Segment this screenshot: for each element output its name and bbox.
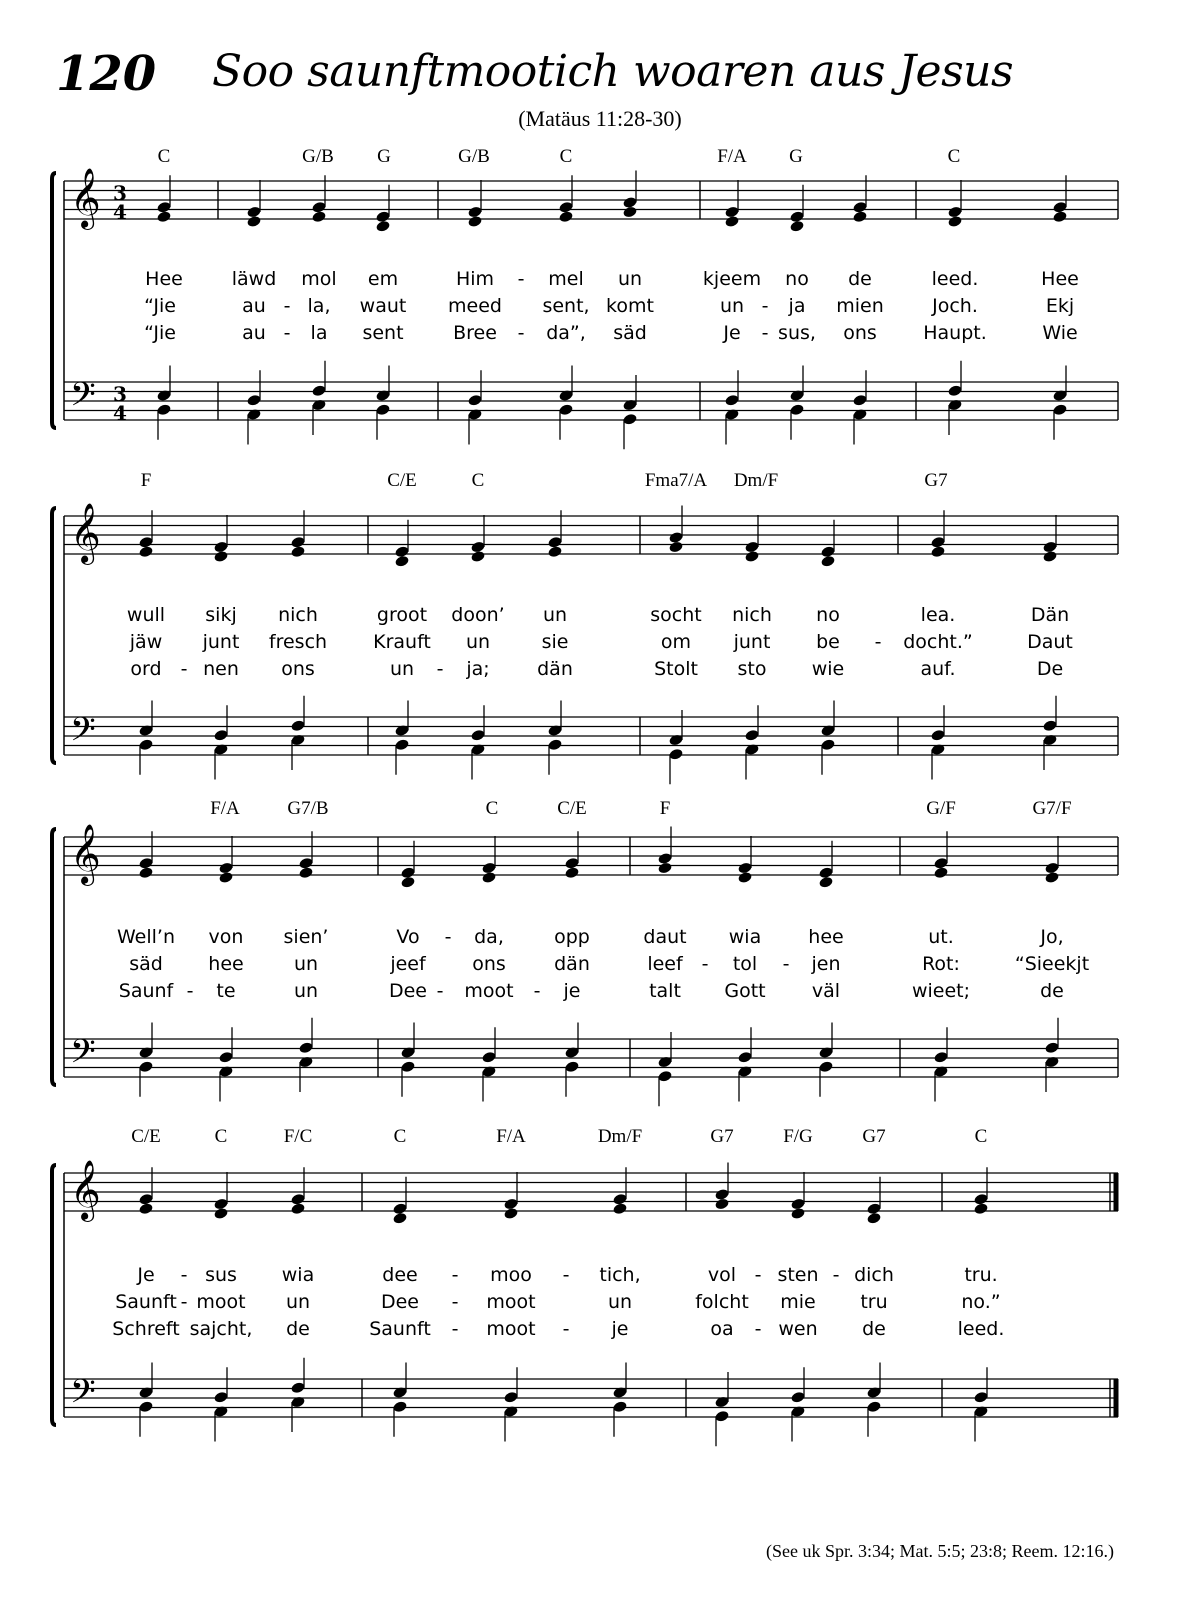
note-head <box>481 871 496 884</box>
lyric-syllable: Krauft <box>373 631 431 653</box>
lyric-syllable: väl <box>811 980 841 1002</box>
lyric-syllable: ut. <box>928 926 954 948</box>
lyric-syllable: je <box>611 1318 629 1340</box>
lyric-syllable: “Sieekjt <box>1014 953 1090 975</box>
lyric-syllable: un <box>465 631 491 653</box>
note-head <box>290 545 305 558</box>
lyric-syllable: Je <box>723 322 741 344</box>
time-signature-denominator: 4 <box>113 200 127 224</box>
chord-symbol: C <box>947 146 961 167</box>
lyric-syllable: - <box>562 1318 570 1340</box>
lyric-syllable: Saunft <box>369 1318 431 1340</box>
lyric-syllable: un <box>617 268 643 290</box>
chord-symbol: C <box>471 470 485 491</box>
lyric-syllable: moo <box>490 1264 532 1286</box>
note-head <box>246 215 261 228</box>
lyric-syllable: folcht <box>695 1291 749 1313</box>
chord-symbol: C <box>157 146 171 167</box>
lyric-syllable: wia <box>728 926 762 948</box>
lyric-syllable: un <box>293 980 319 1002</box>
lyric-syllable: mie <box>780 1291 816 1313</box>
lyric-syllable: wia <box>281 1264 315 1286</box>
note-head <box>547 545 562 558</box>
note-head <box>400 876 415 889</box>
lyric-syllable: docht.” <box>903 631 973 653</box>
lyric-syllable: ja <box>788 295 806 317</box>
hymn-number: 120 <box>56 46 157 102</box>
lyric-syllable: Saunf <box>118 980 174 1002</box>
system-bracket <box>52 508 56 763</box>
lyric-syllable: Haupt. <box>923 322 987 344</box>
lyric-syllable: dich <box>854 1264 894 1286</box>
lyric-syllable: sten <box>777 1264 819 1286</box>
lyric-syllable: - <box>754 1264 762 1286</box>
chord-symbol: F/G <box>783 1126 813 1147</box>
lyric-syllable: un <box>285 1291 311 1313</box>
lyric-syllable: - <box>761 295 769 317</box>
lyric-syllable: jäw <box>129 631 163 653</box>
lyric-syllable: - <box>517 268 525 290</box>
lyric-syllable: opp <box>554 926 590 948</box>
lyric-syllable: daut <box>643 926 687 948</box>
lyric-syllable: - <box>782 953 790 975</box>
note-head <box>394 555 409 568</box>
system-bracket <box>52 829 56 1085</box>
lyric-syllable: hee <box>808 926 844 948</box>
lyric-syllable: un <box>293 953 319 975</box>
lyric-syllable: - <box>186 980 194 1002</box>
lyric-syllable: Vo <box>396 926 420 948</box>
note-head <box>820 555 835 568</box>
lyric-syllable: wull <box>126 604 166 626</box>
note-head <box>1052 210 1067 223</box>
lyric-syllable: Bree <box>453 322 497 344</box>
lyric-syllable: - <box>451 1318 459 1340</box>
chord-symbol: G <box>377 146 391 167</box>
note-head <box>213 1207 228 1220</box>
note-head <box>947 215 962 228</box>
lyric-syllable: - <box>180 658 188 680</box>
lyric-syllable: tru. <box>964 1264 998 1286</box>
chord-symbol: C <box>393 1126 407 1147</box>
lyric-syllable: un <box>542 604 568 626</box>
lyric-syllable: nich <box>278 604 318 626</box>
lyric-syllable: la, <box>307 295 331 317</box>
note-head <box>503 1207 518 1220</box>
lyric-syllable: tol <box>732 953 758 975</box>
note-head <box>866 1212 881 1225</box>
music-system-2 <box>0 470 1200 800</box>
lyric-syllable: lea. <box>920 604 956 626</box>
chord-symbol: Dm/F <box>733 470 779 491</box>
lyric-syllable: “Jie <box>144 322 176 344</box>
lyric-syllable: mien <box>836 295 884 317</box>
lyric-syllable: Joch. <box>932 295 978 317</box>
chord-symbol: C <box>974 1126 988 1147</box>
lyric-syllable: da, <box>474 926 504 948</box>
lyric-syllable: junt <box>733 631 771 653</box>
note-head <box>138 545 153 558</box>
lyric-syllable: Dee <box>380 1291 420 1313</box>
chord-symbol: G/B <box>302 146 334 167</box>
lyric-syllable: Hee <box>1041 268 1079 290</box>
note-head <box>657 861 672 874</box>
lyric-syllable: Dee <box>388 980 428 1002</box>
treble-clef-icon: 𝄞 <box>70 824 101 884</box>
bass-clef-icon: 𝄢 <box>70 1373 96 1419</box>
bass-clef-icon: 𝄢 <box>70 1033 96 1079</box>
lyric-syllable: groot <box>376 604 428 626</box>
lyric-syllable: no <box>816 604 840 626</box>
lyric-syllable: fresch <box>268 631 328 653</box>
lyric-syllable: Wie <box>1042 322 1078 344</box>
lyric-syllable: sus <box>205 1264 237 1286</box>
music-system-3 <box>0 798 1200 1128</box>
note-head <box>218 871 233 884</box>
lyric-syllable: au <box>242 295 266 317</box>
lyric-syllable: da”, <box>546 322 586 344</box>
lyric-syllable: dän <box>554 953 590 975</box>
lyric-syllable: no.” <box>961 1291 1001 1313</box>
chord-symbol: C <box>559 146 573 167</box>
chord-symbol: G/F <box>926 798 956 819</box>
note-head <box>612 1202 627 1215</box>
note-head <box>668 540 683 553</box>
lyric-syllable: te <box>216 980 236 1002</box>
lyric-syllable: Daut <box>1027 631 1073 653</box>
chord-symbol: F <box>140 470 152 491</box>
system-bracket <box>52 173 56 428</box>
lyric-syllable: dän <box>537 658 573 680</box>
note-head <box>1044 871 1059 884</box>
lyric-syllable: au <box>242 322 266 344</box>
lyric-syllable: kjeem <box>702 268 762 290</box>
chord-symbol: Fma7/A <box>644 470 708 491</box>
lyric-syllable: - <box>754 1318 762 1340</box>
note-head <box>290 1202 305 1215</box>
lyric-syllable: nich <box>732 604 772 626</box>
lyric-syllable: de <box>862 1318 886 1340</box>
lyric-syllable: moot <box>486 1291 536 1313</box>
lyric-syllable: wie <box>811 658 845 680</box>
lyric-syllable: de <box>286 1318 310 1340</box>
hymn-title: Soo saunftmootich woaren aus Jesus <box>212 46 1014 97</box>
treble-clef-icon: 𝄞 <box>70 503 101 563</box>
note-head <box>392 1212 407 1225</box>
lyric-syllable: - <box>283 295 291 317</box>
lyric-syllable: sajcht, <box>189 1318 253 1340</box>
note-head <box>156 210 171 223</box>
lyric-syllable: Him <box>455 268 495 290</box>
chord-symbol: F/A <box>210 798 240 819</box>
note-head <box>930 545 945 558</box>
chord-symbol: F/A <box>717 146 747 167</box>
note-head <box>470 550 485 563</box>
treble-clef-icon: 𝄞 <box>70 168 101 228</box>
note-head <box>138 1202 153 1215</box>
music-system-4 <box>0 1126 1200 1456</box>
lyric-syllable: wen <box>778 1318 818 1340</box>
lyric-syllable: - <box>451 1264 459 1286</box>
lyric-syllable: talt <box>649 980 681 1002</box>
lyric-syllable: ons <box>472 953 506 975</box>
lyric-syllable: Stolt <box>654 658 698 680</box>
note-head <box>852 210 867 223</box>
lyric-syllable: von <box>208 926 244 948</box>
lyric-syllable: - <box>436 980 444 1002</box>
lyric-syllable: - <box>444 926 452 948</box>
lyric-syllable: Saunft <box>115 1291 177 1313</box>
chord-symbol: G/B <box>458 146 490 167</box>
chord-symbol: C/E <box>557 798 587 819</box>
note-head <box>622 205 637 218</box>
lyric-syllable: mel <box>548 268 584 290</box>
note-head <box>564 866 579 879</box>
lyric-syllable: Jo, <box>1040 926 1064 948</box>
lyric-syllable: tich, <box>599 1264 641 1286</box>
note-head <box>789 220 804 233</box>
lyric-syllable: ons <box>281 658 315 680</box>
lyric-syllable: - <box>874 631 882 653</box>
note-head <box>1042 550 1057 563</box>
lyric-syllable: tru <box>860 1291 888 1313</box>
lyric-syllable: Well’n <box>116 926 176 948</box>
lyric-syllable: Hee <box>145 268 183 290</box>
lyric-syllable: hee <box>208 953 244 975</box>
chord-symbol: F/C <box>283 1126 313 1147</box>
lyric-syllable: komt <box>606 295 654 317</box>
lyric-syllable: waut <box>359 295 407 317</box>
lyric-syllable: junt <box>202 631 240 653</box>
bass-clef-icon: 𝄢 <box>70 376 96 422</box>
staff-notation <box>0 470 1200 800</box>
chord-symbol: G7 <box>710 1126 734 1147</box>
lyric-syllable: sent, <box>542 295 590 317</box>
lyric-syllable: - <box>761 322 769 344</box>
chord-symbol: G7/B <box>287 798 329 819</box>
treble-clef-icon: 𝄞 <box>70 1160 101 1220</box>
lyric-syllable: Ekj <box>1045 295 1075 317</box>
chord-symbol: F/A <box>496 1126 526 1147</box>
scripture-reference: (Matäus 11:28-30) <box>518 106 682 131</box>
note-head <box>311 210 326 223</box>
lyric-syllable: - <box>701 953 709 975</box>
note-head <box>933 866 948 879</box>
chord-symbol: G7 <box>924 470 948 491</box>
lyric-syllable: mol <box>301 268 337 290</box>
bass-clef-icon: 𝄢 <box>70 711 96 757</box>
lyric-syllable: no <box>785 268 809 290</box>
lyric-syllable: läwd <box>231 268 277 290</box>
note-head <box>467 215 482 228</box>
lyric-syllable: em <box>367 268 399 290</box>
chord-symbol: G7/F <box>1032 798 1072 819</box>
chord-symbol: C <box>485 798 499 819</box>
note-head <box>298 866 313 879</box>
lyric-syllable: moot <box>196 1291 246 1313</box>
lyric-syllable: Dän <box>1030 604 1070 626</box>
lyric-syllable: ons <box>843 322 877 344</box>
lyric-syllable: leed. <box>957 1318 1005 1340</box>
lyric-syllable: - <box>283 322 291 344</box>
lyric-syllable: jen <box>811 953 841 975</box>
chord-symbol: C <box>214 1126 228 1147</box>
lyric-syllable: sien’ <box>283 926 329 948</box>
note-head <box>790 1207 805 1220</box>
lyric-syllable: dee <box>382 1264 418 1286</box>
lyric-syllable: de <box>848 268 872 290</box>
lyric-syllable: - <box>180 1291 188 1313</box>
chord-symbol: G <box>789 146 803 167</box>
lyric-syllable: be <box>816 631 840 653</box>
lyric-syllable: säd <box>613 322 647 344</box>
lyric-syllable: sikj <box>205 604 237 626</box>
lyric-syllable: ja; <box>466 658 490 680</box>
lyric-syllable: de <box>1040 980 1064 1002</box>
system-bracket <box>52 1165 56 1425</box>
lyric-syllable: - <box>436 658 444 680</box>
lyric-syllable: - <box>832 1264 840 1286</box>
lyric-syllable: sie <box>541 631 569 653</box>
lyric-syllable: - <box>180 1264 188 1286</box>
lyric-syllable: nen <box>203 658 239 680</box>
lyric-syllable: Schreft <box>112 1318 180 1340</box>
lyric-syllable: un <box>607 1291 633 1313</box>
note-head <box>973 1202 988 1215</box>
chord-symbol: C/E <box>387 470 417 491</box>
time-signature-denominator: 4 <box>113 401 127 425</box>
time-signature-numerator: 3 <box>113 382 127 406</box>
lyric-syllable: om <box>660 631 692 653</box>
lyric-syllable: auf. <box>920 658 956 680</box>
note-head <box>375 220 390 233</box>
lyric-syllable: jeef <box>390 953 426 975</box>
note-head <box>558 210 573 223</box>
lyric-syllable: “Jie <box>144 295 176 317</box>
note-head <box>213 550 228 563</box>
scripture-footnote: (See uk Spr. 3:34; Mat. 5:5; 23:8; Reem. 12:16.) <box>766 1541 1114 1561</box>
chord-symbol: G7 <box>862 1126 886 1147</box>
lyric-syllable: vol <box>707 1264 737 1286</box>
chord-symbol: Dm/F <box>597 1126 643 1147</box>
lyric-syllable: Rot: <box>922 953 960 975</box>
lyric-syllable: la <box>310 322 328 344</box>
chord-symbol: F <box>659 798 671 819</box>
note-head <box>737 871 752 884</box>
lyric-syllable: De <box>1036 658 1064 680</box>
lyric-syllable: un <box>719 295 745 317</box>
note-head <box>724 215 739 228</box>
note-head <box>138 866 153 879</box>
lyric-syllable: sto <box>737 658 767 680</box>
note-head <box>744 550 759 563</box>
lyric-syllable: - <box>451 1291 459 1313</box>
lyric-syllable: moot <box>486 1318 536 1340</box>
lyric-syllable: ord <box>130 658 162 680</box>
note-head <box>714 1197 729 1210</box>
lyric-syllable: leef <box>647 953 683 975</box>
lyric-syllable: moot <box>464 980 514 1002</box>
music-system-1 <box>0 146 1200 476</box>
lyric-syllable: doon’ <box>451 604 505 626</box>
note-head <box>818 876 833 889</box>
chord-symbol: C/E <box>131 1126 161 1147</box>
time-signature-numerator: 3 <box>113 181 127 205</box>
lyric-syllable: säd <box>129 953 163 975</box>
lyric-syllable: - <box>517 322 525 344</box>
lyric-syllable: meed <box>448 295 502 317</box>
lyric-syllable: wieet; <box>911 980 971 1002</box>
lyric-syllable: un <box>389 658 415 680</box>
lyric-syllable: sus, <box>778 322 816 344</box>
lyric-syllable: - <box>533 980 541 1002</box>
lyric-syllable: - <box>562 1264 570 1286</box>
lyric-syllable: oa <box>710 1318 734 1340</box>
lyric-syllable: Gott <box>724 980 766 1002</box>
lyric-syllable: je <box>563 980 581 1002</box>
lyric-syllable: Je <box>137 1264 155 1286</box>
lyric-syllable: socht <box>650 604 702 626</box>
lyric-syllable: sent <box>362 322 404 344</box>
staff-notation <box>0 146 1200 476</box>
lyric-syllable: leed. <box>931 268 979 290</box>
